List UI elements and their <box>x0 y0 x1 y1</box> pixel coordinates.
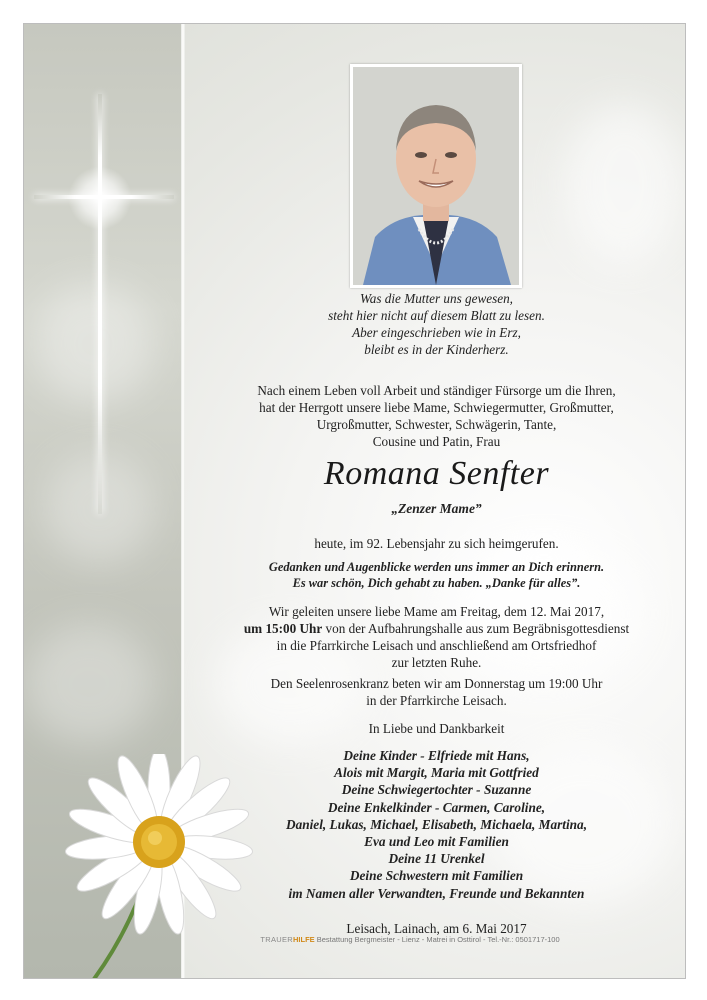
rosary-details <box>194 675 679 709</box>
portrait-illustration <box>353 67 519 285</box>
funeral-line <box>194 620 679 637</box>
obituary-card <box>23 23 686 979</box>
poem-line: steht hier nicht auf diesem Blatt zu lesen. <box>328 308 545 323</box>
rosary-line: in der Pfarrkirche Leisach. <box>366 693 507 708</box>
remembrance-line: Es war schön, Dich gehabt zu haben. „Danke für alles”. <box>292 576 581 590</box>
place-date: Leisach, Lainach, am 6. Mai 2017 <box>346 921 527 936</box>
background-bokeh <box>564 104 684 264</box>
funeral-details <box>194 603 679 671</box>
funeral-line-rest: von der Aufbahrungshalle aus zum Begräbnisgottesdienst <box>322 621 630 636</box>
family-line: Daniel, Lukas, Michael, Elisabeth, Michaela, Martina, <box>285 816 588 832</box>
cross-icon-bar <box>34 195 174 199</box>
poem-line: Aber eingeschrieben wie in Erz, <box>352 325 521 340</box>
footer-logo-part2: HILFE <box>292 935 315 944</box>
deceased-nickname: „Zenzer Mame” <box>391 501 482 516</box>
family-line: Deine 11 Urenkel <box>388 851 485 867</box>
family-line: Deine Enkelkinder - Carmen, Caroline, <box>327 799 546 815</box>
funeral-line: Wir geleiten unsere liebe Mame am Freitag, dem 12. Mai 2017, <box>268 604 605 619</box>
poem-line: bleibt es in der Kinderherz. <box>364 342 509 357</box>
family-line: Deine Kinder - Elfriede mit Hans, <box>343 748 530 763</box>
footer-text: Bestattung Bergmeister - Lienz - Matrei in Osttirol - Tel.-Nr.: 0501717-100 <box>314 935 560 944</box>
remembrance-line: Gedanken und Augenblicke werden uns immer an Dich erinnern. <box>268 560 605 574</box>
footer-logo-part1: TRAUER <box>260 935 293 944</box>
family-line: Deine Schwiegertochter - Suzanne <box>341 782 532 798</box>
intro-line: Cousine und Patin, Frau <box>372 434 501 449</box>
rosary-line: Den Seelenrosenkranz beten wir am Donnerstag um 19:00 Uhr <box>270 676 603 691</box>
poem-line: Was die Mutter uns gewesen, <box>360 291 513 306</box>
family-line: Alois mit Margit, Maria mit Gottfried <box>334 765 539 781</box>
family-line: Deine Schwestern mit Familien <box>349 868 524 884</box>
remembrance-text <box>194 559 679 591</box>
funeral-line: zur letzten Ruhe. <box>391 655 482 670</box>
intro-text <box>194 382 679 450</box>
background-bokeh <box>24 624 154 744</box>
deceased-name: Romana Senfter <box>323 455 550 492</box>
intro-line: Nach einem Leben voll Arbeit und ständiger Fürsorge um die Ihren, <box>257 383 616 398</box>
funeral-line: in die Pfarrkirche Leisach und anschließend am Ortsfriedhof <box>276 638 597 653</box>
called-home-text: heute, im 92. Lebensjahr zu sich heimgerufen. <box>314 536 559 551</box>
intro-line: Urgroßmutter, Schwester, Schwägerin, Tante, <box>316 417 557 432</box>
background-bokeh <box>34 284 154 404</box>
funeral-time: um 15:00 Uhr <box>243 621 323 636</box>
intro-line: hat der Herrgott unsere liebe Mame, Schwiegermutter, Großmutter, <box>259 400 614 415</box>
cross-icon <box>98 94 102 514</box>
daisy-flower-icon <box>34 754 274 979</box>
memorial-poem <box>194 290 679 358</box>
family-line: im Namen aller Verwandten, Freunde und Bekannten <box>288 885 585 901</box>
love-gratitude: In Liebe und Dankbarkeit <box>368 721 505 736</box>
family-line: Eva und Leo mit Familien <box>364 834 509 850</box>
footer-imprint <box>240 935 580 944</box>
portrait-photo <box>350 64 522 288</box>
